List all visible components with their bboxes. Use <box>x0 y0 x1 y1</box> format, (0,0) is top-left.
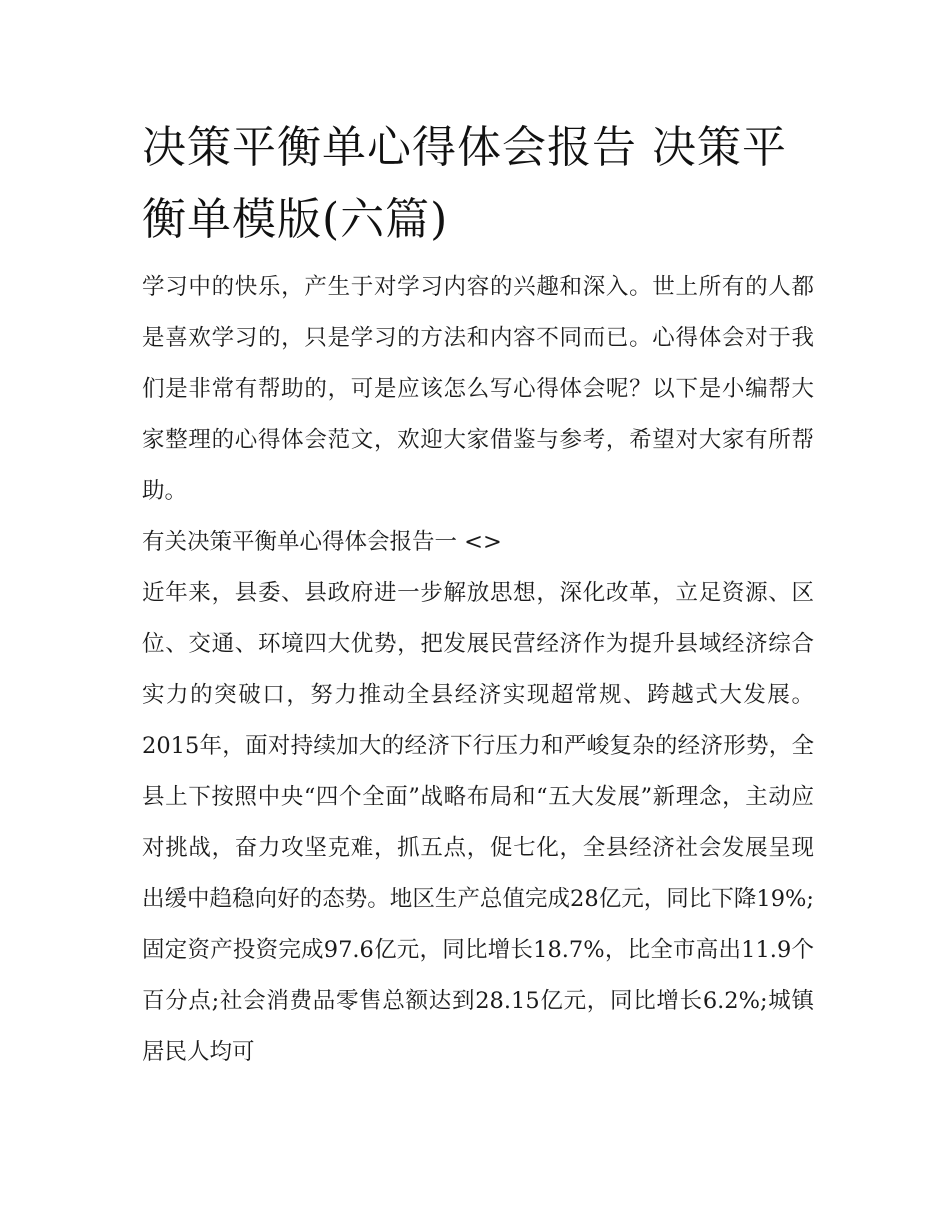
section-paragraph: 近年来，县委、县政府进一步解放思想，深化改革，立足资源、区位、交通、环境四大优势，把发展民营经济作为提升县域经济综合实力的突破口，努力推动全县经济实现超常规、跨越式大发展。2015年，面对持续加大的经济下行压力和严峻复杂的经济形势，全县上下按照中央“四个全面”战略布局和“五大发展”新理念，主动应对挑战，奋力攻坚克难，抓五点，促七化，全县经济社会发展呈现出缓中趋稳向好的态势。地区生产总值完成28亿元，同比下降19%;固定资产投资完成97.6亿元，同比增长18.7%，比全市高出11.9个百分点;社会消费品零售总额达到28.15亿元，同比增长6.2%;城镇居民人均可 <box>142 580 814 1065</box>
document-page <box>142 112 814 1078</box>
intro-paragraph: 学习中的快乐，产生于对学习内容的兴趣和深入。世上所有的人都是喜欢学习的，只是学习的方法和内容不同而已。心得体会对于我们是非常有帮助的，可是应该怎么写心得体会呢？以下是小编帮大家整理的心得体会范文，欢迎大家借鉴与参考，希望对大家有所帮助。 <box>142 274 814 504</box>
document-title: 决策平衡单心得体会报告 决策平衡单模版(六篇) <box>142 122 787 245</box>
section-heading: 有关决策平衡单心得体会报告一 <> <box>142 529 502 555</box>
document-body <box>142 262 814 1078</box>
